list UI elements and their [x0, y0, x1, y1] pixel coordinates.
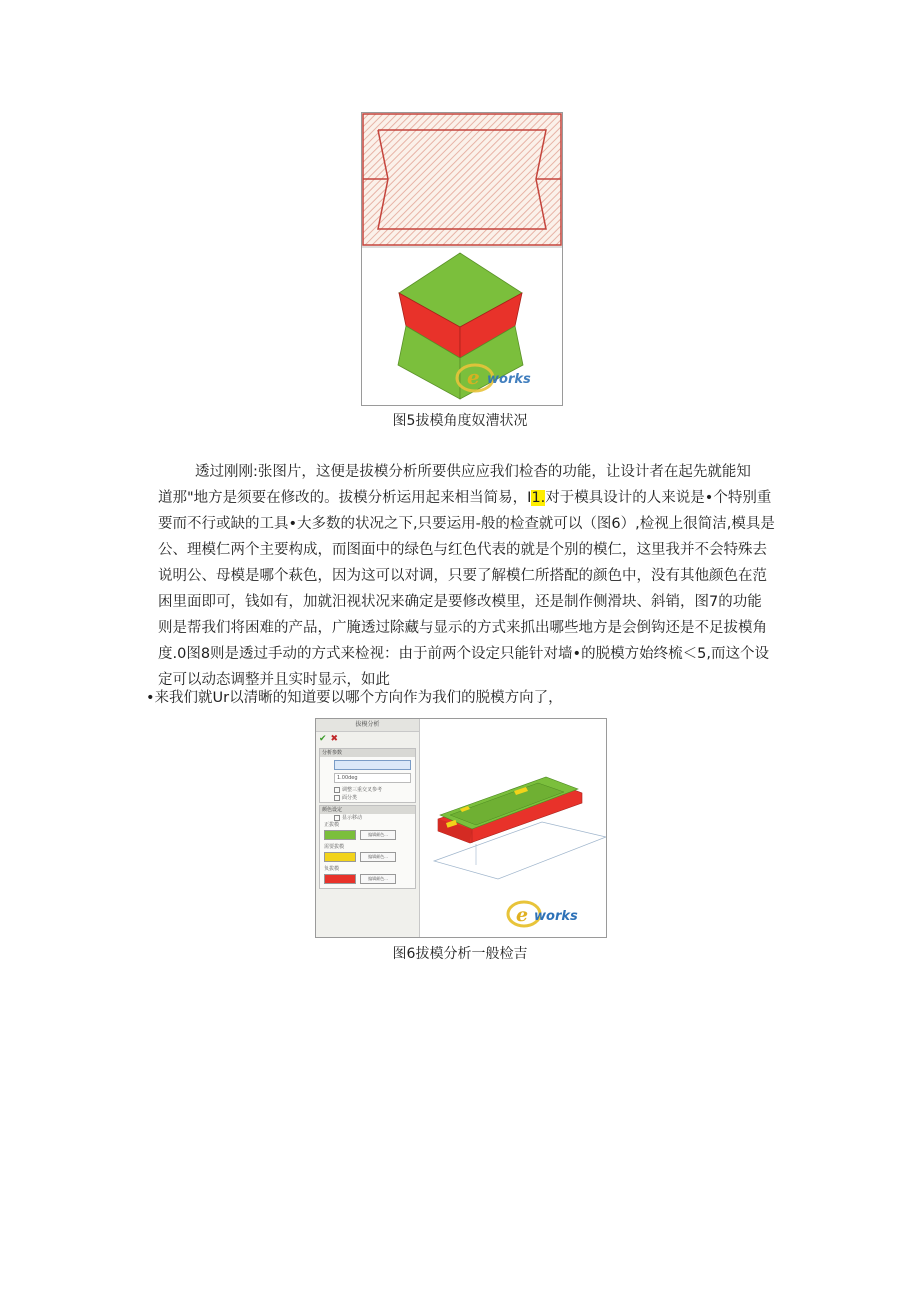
svg-text:e: e — [516, 904, 529, 926]
figure-5-caption: 图5拔模角度奴漕状况 — [392, 413, 528, 429]
group-header-colors[interactable]: 颜色设定 — [320, 806, 415, 814]
highlighted-text: 1. — [531, 490, 546, 506]
e-works-watermark-2 — [508, 902, 578, 926]
paragraph-line-2-start: 道那"地方是须要在修改的。拔模分析运用起来相当简易，I — [158, 490, 532, 506]
paragraph-line-4: 公、理模仁两个主要构成，而图面中的绿色与红色代表的就是个别的模仁，这里我并不会特殊去 — [158, 542, 767, 558]
pull-direction-field[interactable] — [334, 760, 411, 770]
paragraph-tail: •来我们就Ur以清晰的知道要以哪个方向作为我们的脱模方向了， — [146, 690, 563, 706]
positive-draft-swatch — [324, 830, 356, 840]
group-header-analysis[interactable]: 分析参数 — [320, 749, 415, 757]
cross-reference-checkbox[interactable]: 调整三重交叉参考 — [320, 786, 415, 794]
svg-text:works: works — [534, 909, 578, 924]
analysis-params-group — [319, 748, 416, 803]
edit-color-button-1[interactable]: 编辑颜色... — [360, 830, 396, 840]
paragraph-line-3: 要而不行或缺的工具•大多数的状况之下,只要运用-般的检查就可以（图6）,检视上很简洁,模具是 — [158, 516, 775, 532]
panel-actions — [316, 732, 419, 746]
figure-6-caption: 图6拔模分析一般检吉 — [392, 946, 528, 962]
paragraph-line-2-end: 对于模具设计的人来说是•个特别重 — [545, 490, 772, 506]
analyzed-part — [438, 777, 582, 843]
requires-draft-label: 需要拔模 — [324, 844, 345, 850]
paragraph-line-6: 困里面即可，钱如有，加就汨视状况来确定是要修改模里，还是制作侧滑块、斜销，图7的功能 — [158, 594, 762, 610]
svg-text:e: e — [467, 365, 480, 389]
edit-color-button-2[interactable]: 编辑颜色... — [360, 852, 396, 862]
cancel-icon[interactable]: ✖ — [330, 734, 339, 744]
color-settings-group — [319, 805, 416, 889]
negative-draft-label: 负拔模 — [324, 866, 340, 872]
paragraph-line-2 — [158, 485, 786, 511]
edit-color-button-3[interactable]: 编辑颜色... — [360, 874, 396, 884]
section-view-frame — [363, 114, 561, 245]
draft-angle-field[interactable]: 1.00deg — [334, 773, 411, 783]
draft-angle-illustration — [362, 113, 562, 405]
confirm-icon[interactable]: ✔ — [319, 734, 327, 744]
panel-title: 拔模分析 — [316, 719, 419, 732]
negative-draft-swatch — [324, 874, 356, 884]
paragraph-line-5: 说明公、母模是哪个萩色，因为这可以对调，只要了解模仁所搭配的颜色中，没有其他颜色在范 — [158, 568, 767, 584]
show-moving-checkbox[interactable]: 显示移动 — [320, 814, 415, 822]
svg-text:works: works — [487, 372, 531, 387]
paragraph-line-1: 透过刚刚:张图片，这便是拔模分析所要供应应我们检杳的功能，让设计者在起先就能知 — [195, 464, 751, 480]
body-paragraph — [158, 459, 786, 693]
paragraph-line-9: 定可以动态调整并且实时显示，如此 — [158, 672, 390, 688]
paragraph-line-7: 则是帮我们将困难的产品，广腌透过除藏与显示的方式来抓出哪些地方是会倒钩还是不足拔模角 — [158, 620, 767, 636]
positive-draft-label: 正拔模 — [324, 822, 340, 828]
draft-analysis-panel — [316, 719, 420, 937]
face-classification-checkbox[interactable]: 面分类 — [320, 794, 415, 802]
paragraph-line-8: 度.0图8则是透过手动的方式来检视：由于前两个设定只能针对墙•的脱模方始终梳＜5,而这个设 — [158, 646, 769, 662]
figure-6-image — [315, 718, 607, 938]
requires-draft-swatch — [324, 852, 356, 862]
model-viewport — [420, 719, 606, 937]
figure-5-image — [361, 112, 563, 406]
